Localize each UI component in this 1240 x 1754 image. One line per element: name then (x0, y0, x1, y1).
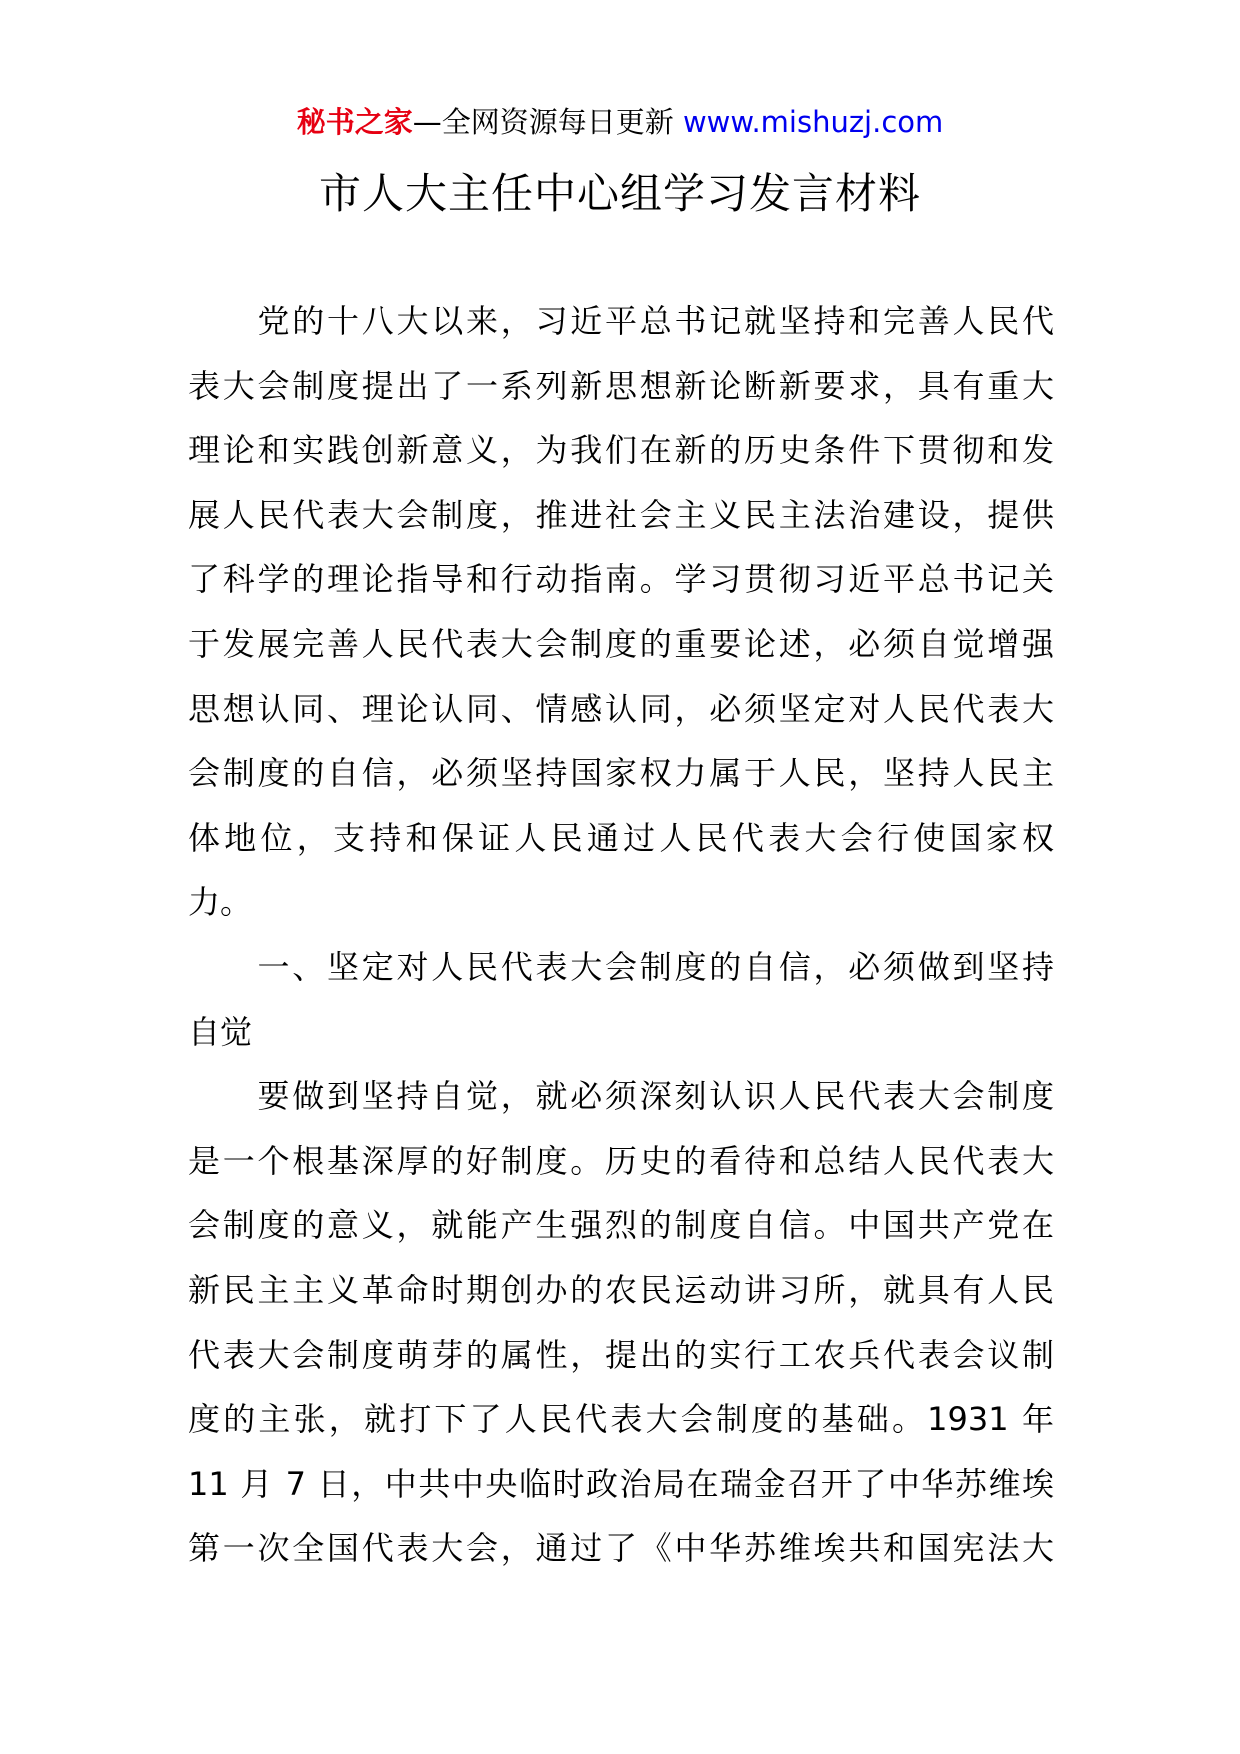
text-line: 会制度的意义，就能产生强烈的制度自信。中国共产党在 (188, 1206, 1054, 1245)
text-line: 体地位，支持和保证人民通过人民代表大会行使国家权 (188, 818, 1054, 857)
text-line: 党的十八大以来，习近平总书记就坚持和完善人民代 (188, 302, 1054, 340)
text-line: 代表大会制度萌芽的属性，提出的实行工农兵代表会议制 (188, 1335, 1054, 1374)
text-line: 展人民代表大会制度，推进社会主义民主法治建设，提供 (188, 495, 1054, 534)
text-line: 第一次全国代表大会，通过了《中华苏维埃共和国宪法大 (188, 1529, 1054, 1568)
site-url-link[interactable]: www.mishuzj.com (682, 105, 944, 139)
text-line: 是一个根基深厚的好制度。历史的看待和总结人民代表大 (188, 1141, 1054, 1180)
site-header (0, 100, 1240, 144)
text-line: 11 月 7 日，中共中央临时政治局在瑞金召开了中华苏维埃 (188, 1464, 1054, 1503)
section-heading-line: 自觉 (188, 1012, 253, 1051)
text-line: 了科学的理论指导和行动指南。学习贯彻习近平总书记关 (188, 560, 1054, 599)
text-line: 思想认同、理论认同、情感认同，必须坚定对人民代表大 (188, 689, 1054, 728)
site-tagline: —全网资源每日更新 (412, 105, 683, 139)
text-line: 理论和实践创新意义，为我们在新的历史条件下贯彻和发 (188, 431, 1054, 470)
document-title: 市人大主任中心组学习发言材料 (318, 169, 921, 218)
text-line: 表大会制度提出了一系列新思想新论断新要求，具有重大 (188, 366, 1054, 405)
text-line: 度的主张，就打下了人民代表大会制度的基础。1931 年 (188, 1400, 1054, 1439)
text-line: 要做到坚持自觉，就必须深刻认识人民代表大会制度 (188, 1077, 1054, 1116)
text-line: 力。 (188, 883, 253, 922)
text-line: 会制度的自信，必须坚持国家权力属于人民，坚持人民主 (188, 754, 1054, 793)
brand-name: 秘书之家 (296, 105, 413, 139)
document-body (188, 289, 1054, 1581)
text-line: 于发展完善人民代表大会制度的重要论述，必须自觉增强 (188, 624, 1054, 663)
text-line: 新民主主义革命时期创办的农民运动讲习所，就具有人民 (188, 1270, 1054, 1309)
section-heading-line: 一、坚定对人民代表大会制度的自信，必须做到坚持 (188, 947, 1054, 986)
